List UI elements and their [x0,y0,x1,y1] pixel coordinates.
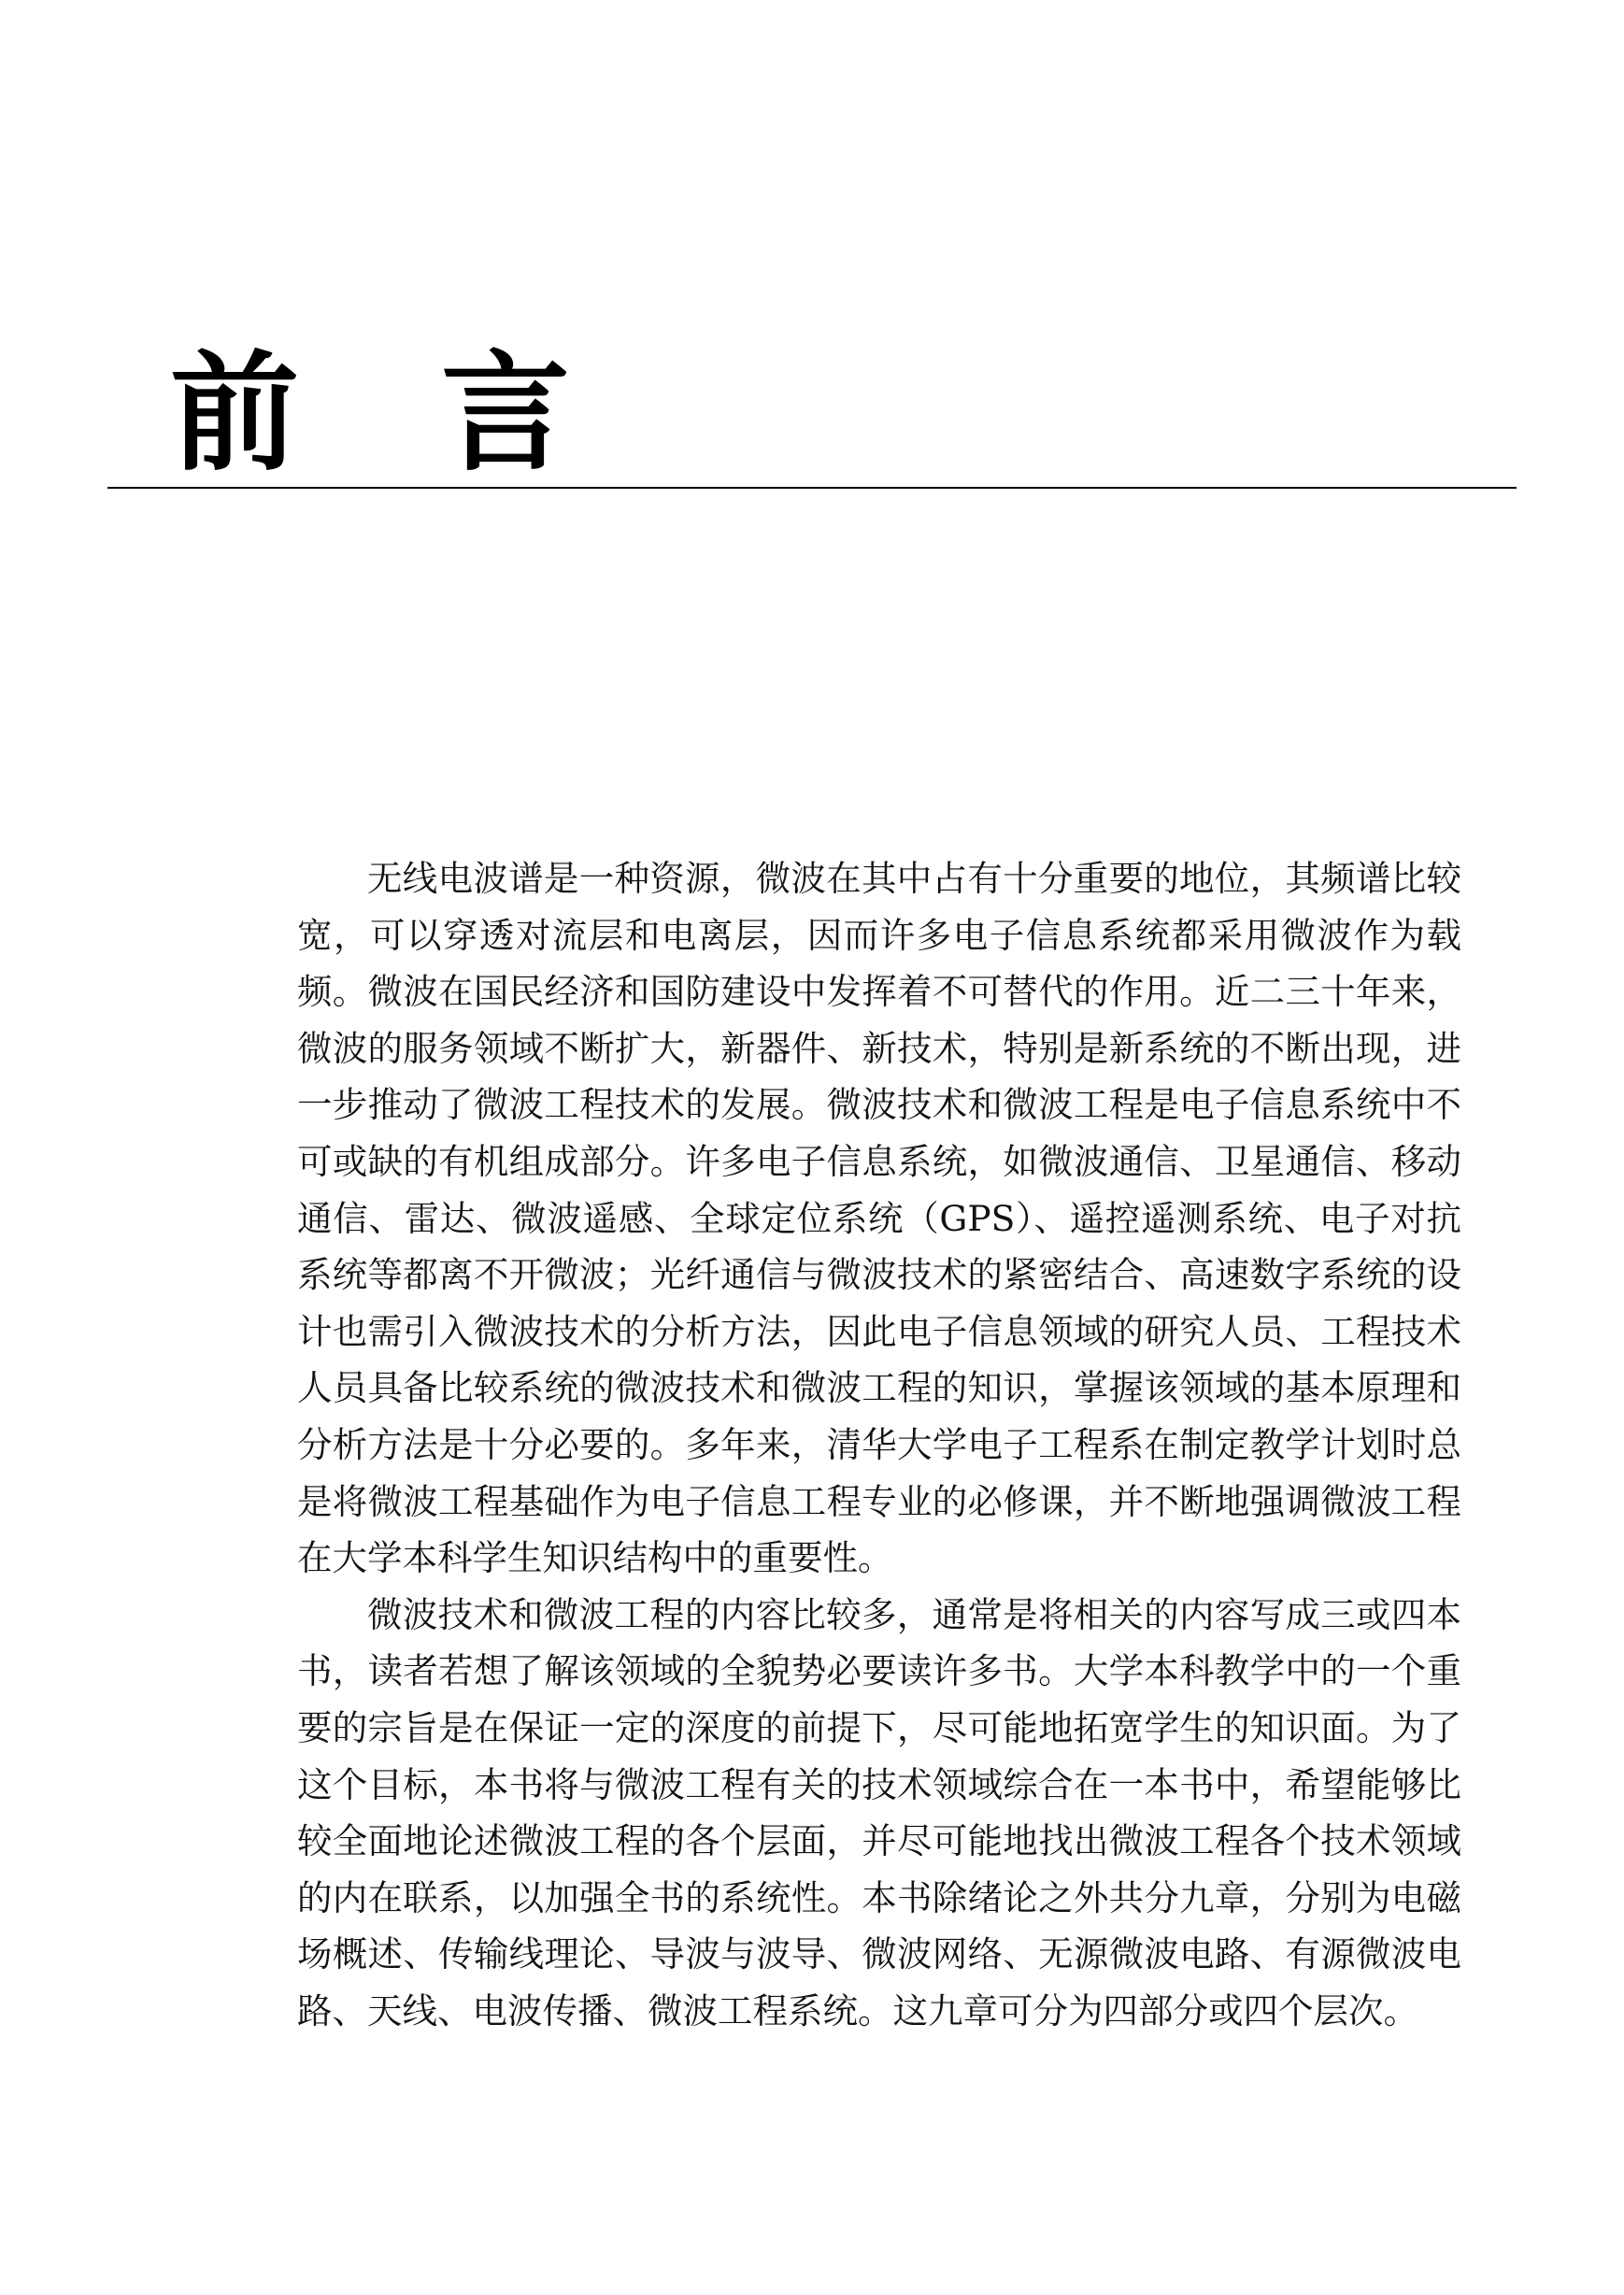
body-text [297,850,1461,2039]
chapter-title: 前 言 [170,338,620,489]
paragraph-1: 无线电波谱是一种资源，微波在其中占有十分重要的地位，其频谱比较宽，可以穿透对流层和电离层，因而许多电子信息系统都采用微波作为载频。微波在国民经济和国防建设中发挥着不可替代的作用。近二三十年来，微波的服务领域不断扩大，新器件、新技术，特别是新系统的不断出现，进一步推动了微波工程技术的发展。微波技术和微波工程是电子信息系统中不可或缺的有机组成部分。许多电子信息系统，如微波通信、卫星通信、移动通信、雷达、微波遥感、全球定位系统（GPS）、遥控遥测系统、电子对抗系统等都离不开微波；光纤通信与微波技术的紧密结合、高速数字系统的设计也需引入微波技术的分析方法，因此电子信息领域的研究人员、工程技术人员具备比较系统的微波技术和微波工程的知识，掌握该领域的基本原理和分析方法是十分必要的。多年来，清华大学电子工程系在制定教学计划时总是将微波工程基础作为电子信息工程专业的必修课，并不断地强调微波工程在大学本科学生知识结构中的重要性。 [297,858,1461,1579]
paragraph-2: 微波技术和微波工程的内容比较多，通常是将相关的内容写成三或四本书，读者若想了解该领域的全貌势必要读许多书。大学本科教学中的一个重要的宗旨是在保证一定的深度的前提下，尽可能地拓宽学生的知识面。为了这个目标，本书将与微波工程有关的技术领域综合在一本书中，希望能够比较全面地论述微波工程的各个层面，并尽可能地找出微波工程各个技术领域的内在联系，以加强全书的系统性。本书除绪论之外共分九章，分别为电磁场概述、传输线理论、导波与波导、微波网络、无源微波电路、有源微波电路、天线、电波传播、微波工程系统。这九章可分为四部分或四个层次。 [297,1593,1461,2031]
title-divider [107,487,1517,489]
